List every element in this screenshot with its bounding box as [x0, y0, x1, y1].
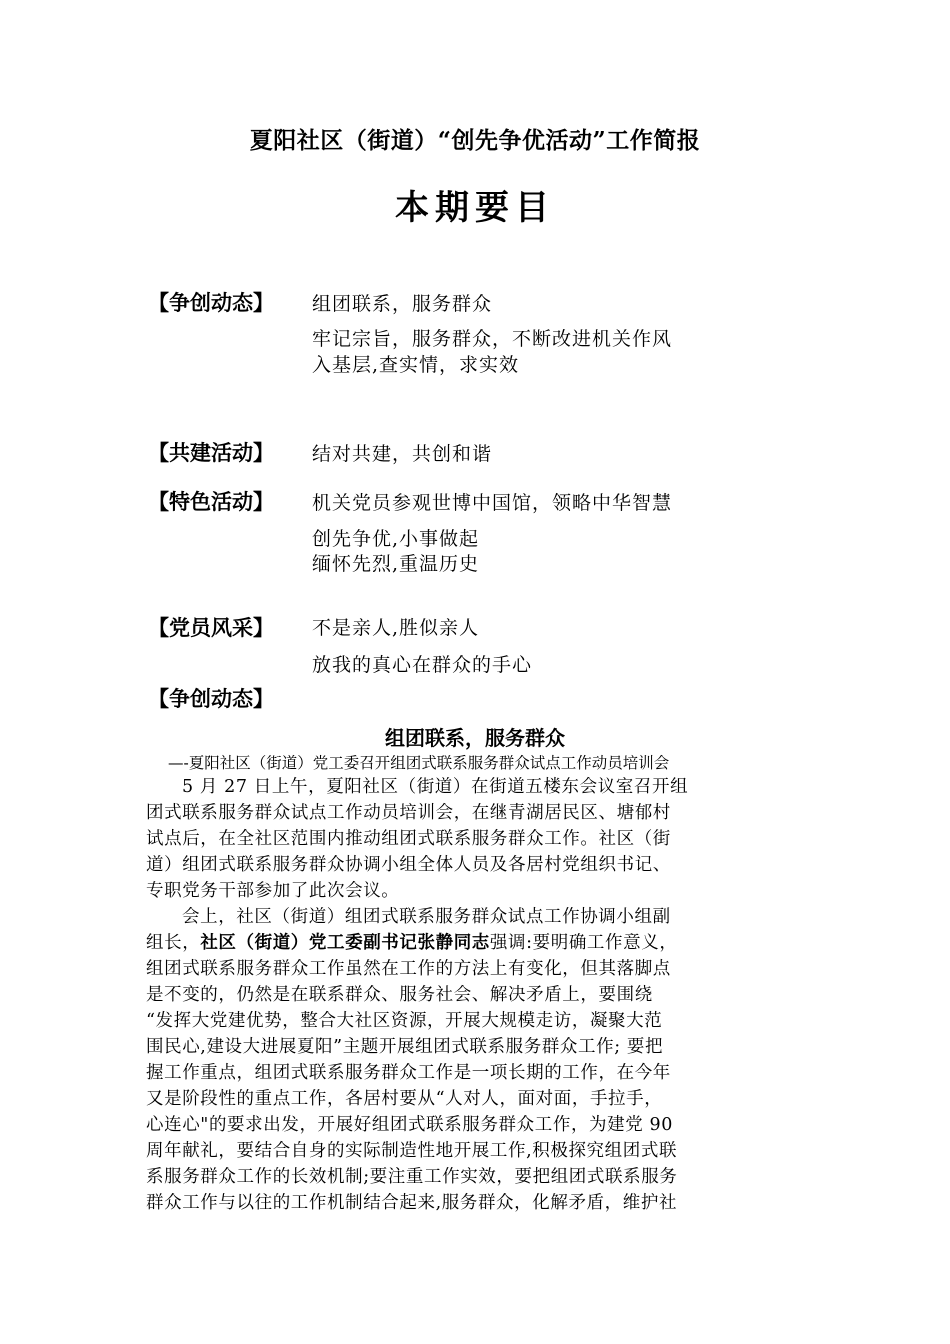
toc-item: 创先争优,小事做起 — [312, 528, 480, 550]
article-subtitle: —-夏阳社区（街道）党工委召开组团式联系服务群众试点工作动员培训会 — [168, 754, 670, 772]
toc-section-label: 【特色活动】 — [148, 489, 274, 514]
body-line: 道）组团式联系服务群众协调小组全体人员及各居村党组织书记、 — [146, 855, 671, 875]
body-line: 心连心"的要求出发，开展好组团式联系服务群众工作，为建党 90 — [146, 1115, 673, 1135]
emphasized-speaker: 社区（街道）党工委副书记张静同志 — [200, 933, 490, 953]
body-text: 组长， — [146, 933, 201, 953]
article-title: 组团联系，服务群众 — [385, 726, 565, 750]
toc-section-label: 【党员风采】 — [148, 615, 274, 640]
document-title: 夏阳社区（街道）“创先争优活动”工作简报 — [249, 127, 701, 154]
body-line: 团式联系服务群众试点工作动员培训会，在继青湖居民区、塘郁村 — [146, 803, 671, 823]
toc-item: 牢记宗旨，服务群众，不断改进机关作风 — [312, 328, 673, 350]
body-line — [146, 929, 677, 954]
toc-item: 放我的真心在群众的手心 — [312, 654, 533, 676]
toc-item: 结对共建，共创和谐 — [312, 443, 493, 465]
body-line: 群众工作与以往的工作机制结合起来,服务群众，化解矛盾，维护社 — [146, 1193, 678, 1213]
toc-item: 机关党员参观世博中国馆，领略中华智慧 — [312, 492, 673, 514]
body-line: 会上，社区（街道）组团式联系服务群众试点工作协调小组副 — [182, 907, 671, 927]
body-line: 5 月 27 日上午，夏阳社区（街道）在街道五楼东会议室召开组 — [182, 777, 689, 797]
toc-section-label: 【共建活动】 — [148, 440, 274, 465]
body-line: 系服务群众工作的长效机制;要注重工作实效，要把组团式联系服务 — [146, 1167, 678, 1187]
body-line: “发挥大党建优势，整合大社区资源，开展大规模走访，凝聚大范 — [146, 1011, 663, 1031]
body-line: 组团式联系服务群众工作虽然在工作的方法上有变化，但其落脚点 — [146, 959, 671, 979]
toc-item: 入基层,查实情，求实效 — [312, 354, 520, 376]
body-text: 强调:要明确工作意义， — [489, 933, 678, 953]
body-line: 周年献礼，要结合自身的实际制造性地开展工作,积极探究组团式联 — [146, 1141, 678, 1161]
toc-item: 不是亲人,胜似亲人 — [312, 617, 480, 639]
body-line: 又是阶段性的重点工作，各居村要从“人对人，面对面，手拉手， — [146, 1089, 663, 1109]
section-label: 【争创动态】 — [148, 686, 274, 711]
body-line: 专职党务干部参加了此次会议。 — [146, 881, 400, 901]
issue-highlights-heading: 本期要目 — [395, 188, 555, 228]
toc-item: 缅怀先烈,重温历史 — [312, 553, 480, 575]
body-line: 试点后，在全社区范围内推动组团式联系服务群众工作。社区（街 — [146, 829, 671, 849]
toc-item: 组团联系，服务群众 — [312, 293, 493, 315]
toc-section-label: 【争创动态】 — [148, 290, 274, 315]
body-line: 围民心,建设大进展夏阳”主题开展组团式联系服务群众工作; 要把 — [146, 1037, 664, 1057]
body-line: 是不变的，仍然是在联系群众、服务社会、解决矛盾上，要围绕 — [146, 985, 653, 1005]
body-line: 握工作重点，组团式联系服务群众工作是一项长期的工作，在今年 — [146, 1063, 671, 1083]
